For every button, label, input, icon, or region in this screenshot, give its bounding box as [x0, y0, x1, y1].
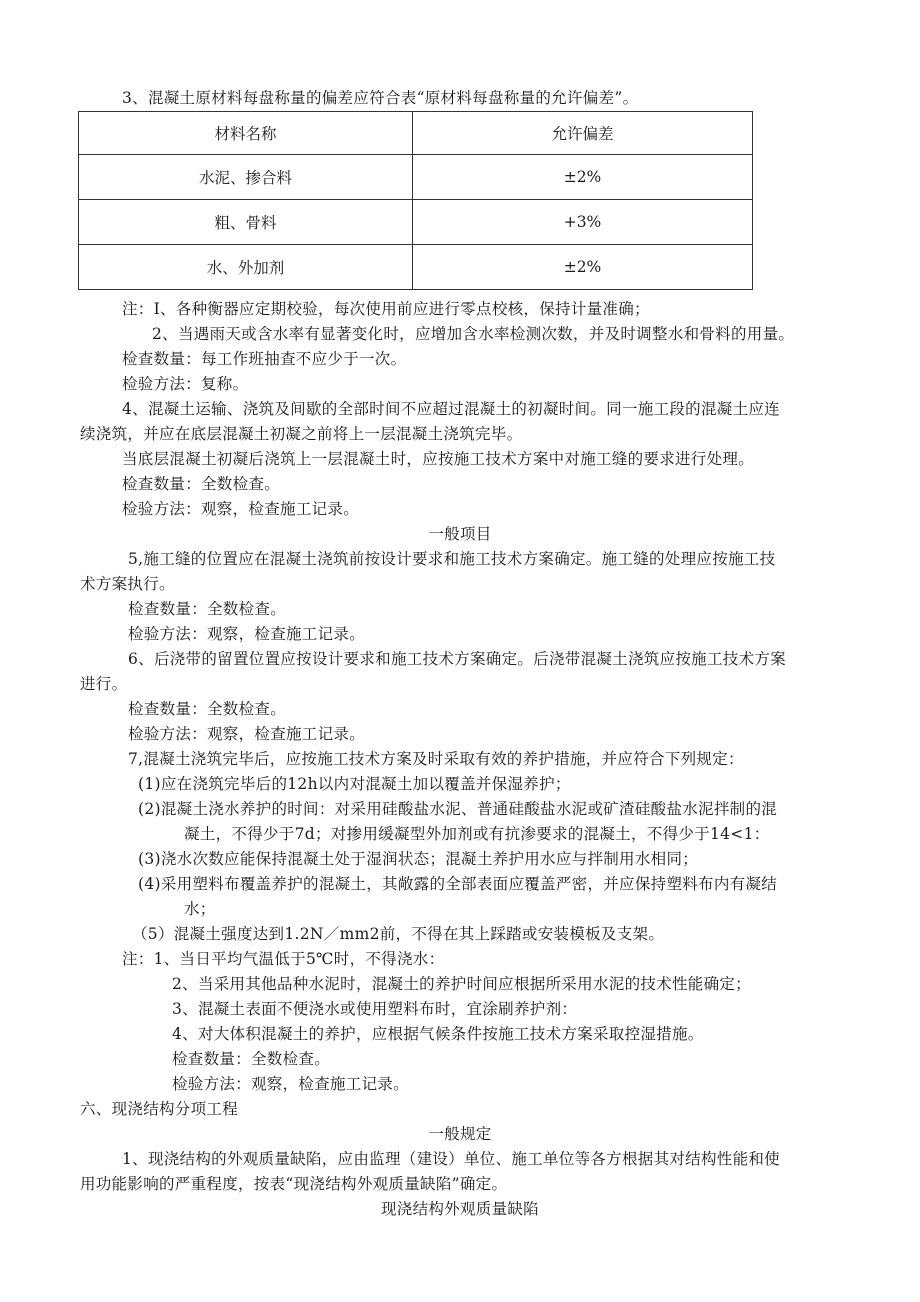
rule-3: (3)浇水次数应能保持混凝土处于湿润状态；混凝土养护用水应与拌制用水相同；	[138, 850, 699, 868]
allowed-deviation-table	[78, 111, 753, 290]
rule-4-line-2: 水；	[184, 900, 216, 918]
check-method: 检验方法：观察，检查施工记录。	[172, 1075, 410, 1093]
item-4-line-3: 当底层混凝土初凝后浇筑上一层混凝土时，应按施工技术方案中对施工缝的要求进行处理。	[122, 450, 755, 468]
section-heading-general-items: 一般项目	[428, 525, 492, 543]
item-5-line-2: 术方案执行。	[80, 575, 175, 593]
item-7-line: 7,混凝土浇筑完毕后，应按施工技术方案及时采取有效的养护措施，并应符合下列规定：	[128, 750, 744, 768]
note-b-1: 注：1、当日平均气温低于5℃时，不得浇水：	[122, 950, 445, 968]
table-cell-material: 水、外加剂	[79, 245, 413, 290]
header-allowed-deviation: 允许偏差	[413, 112, 753, 155]
table-cell-deviation: ±2%	[413, 245, 753, 290]
rule-1: (1)应在浇筑完毕后的12h以内对混凝土加以覆盖并保湿养护；	[138, 775, 571, 793]
rule-cast-1-line-1: 1、现浇结构的外观质量缺陷，应由监理（建设）单位、施工单位等各方根据其对结构性能和使	[122, 1150, 780, 1168]
note-1-line: 注：I、各种衡器应定期校验，每次使用前应进行零点校核，保持计量准确；	[122, 300, 650, 318]
note-b-3: 3、混凝土表面不便浇水或使用塑料布时，宜涂刷养护剂：	[172, 1000, 578, 1018]
check-method: 检验方法：观察，检查施工记录。	[128, 625, 366, 643]
table-row	[79, 245, 753, 290]
table-row	[79, 155, 753, 200]
item-6-line-2: 进行。	[80, 675, 128, 693]
check-method: 检验方法：观察，检查施工记录。	[122, 500, 360, 518]
rule-5: （5）混凝土强度达到1.2N／mm2前，不得在其上踩踏或安装模板及支架。	[132, 925, 665, 943]
table-cell-deviation: ±2%	[413, 155, 753, 200]
check-method: 检验方法：观察，检查施工记录。	[128, 725, 366, 743]
check-quantity: 检查数量：每工作班抽查不应少于一次。	[122, 350, 407, 368]
rule-2-line-2: 凝土，不得少于7d；对掺用缓凝型外加剂或有抗渗要求的混凝土，不得少于14<1：	[184, 825, 770, 843]
item-5-line-1: 5,施工缝的位置应在混凝土浇筑前按设计要求和施工技术方案确定。施工缝的处理应按施工技	[128, 550, 776, 568]
note-b-4: 4、对大体积混凝土的养护，应根据气候条件按施工技术方案采取控湿措施。	[172, 1025, 704, 1043]
table-row	[79, 200, 753, 245]
check-method: 检验方法：复称。	[122, 375, 249, 393]
item-4-line-1: 4、混凝土运输、浇筑及间歇的全部时间不应超过混凝土的初凝时间。同一施工段的混凝土应连	[122, 400, 780, 418]
table-cell-material: 水泥、掺合料	[79, 155, 413, 200]
table-cell-material: 粗、骨料	[79, 200, 413, 245]
item-4-line-2: 续浇筑，并应在底层混凝土初凝之前将上一层混凝土浇筑完毕。	[80, 425, 523, 443]
check-quantity: 检查数量：全数检查。	[128, 600, 287, 618]
rule-cast-1-line-2: 用功能影响的严重程度，按表“现浇结构外观质量缺陷”确定。	[80, 1175, 508, 1193]
header-material-name: 材料名称	[79, 112, 413, 155]
note-b-2: 2、当采用其他品种水泥时，混凝土的养护时间应根据所采用水泥的技术性能确定；	[172, 975, 751, 993]
check-quantity: 检查数量：全数检查。	[172, 1050, 331, 1068]
rule-2-line-1: (2)混凝土浇水养护的时间：对采用硅酸盐水泥、普通硅酸盐水泥或矿渣硅酸盐水泥拌制的混	[138, 800, 778, 818]
table-header-row	[79, 112, 753, 155]
check-quantity: 检查数量：全数检查。	[128, 700, 287, 718]
item-6-line-1: 6、后浇带的留置位置应按设计要求和施工技术方案确定。后浇带混凝土浇筑应按施工技术方案	[128, 650, 786, 668]
chapter-heading: 六、现浇结构分项工程	[80, 1100, 239, 1118]
rule-4-line-1: (4)采用塑料布覆盖养护的混凝土，其敞露的全部表面应覆盖严密，并应保持塑料布内有凝结	[138, 875, 778, 893]
note-2-line: 2、当遇雨天或含水率有显著变化时，应增加含水率检测次数，并及时调整水和骨料的用量。	[152, 325, 795, 343]
intro-paragraph: 3、混凝土原材料每盘称量的偏差应符合表“原材料每盘称量的允许偏差”。	[122, 89, 639, 107]
section-heading-general-rules: 一般规定	[428, 1125, 492, 1143]
table-caption: 现浇结构外观质量缺陷	[380, 1200, 539, 1218]
check-quantity: 检查数量：全数检查。	[122, 475, 281, 493]
table-cell-deviation: +3%	[413, 200, 753, 245]
